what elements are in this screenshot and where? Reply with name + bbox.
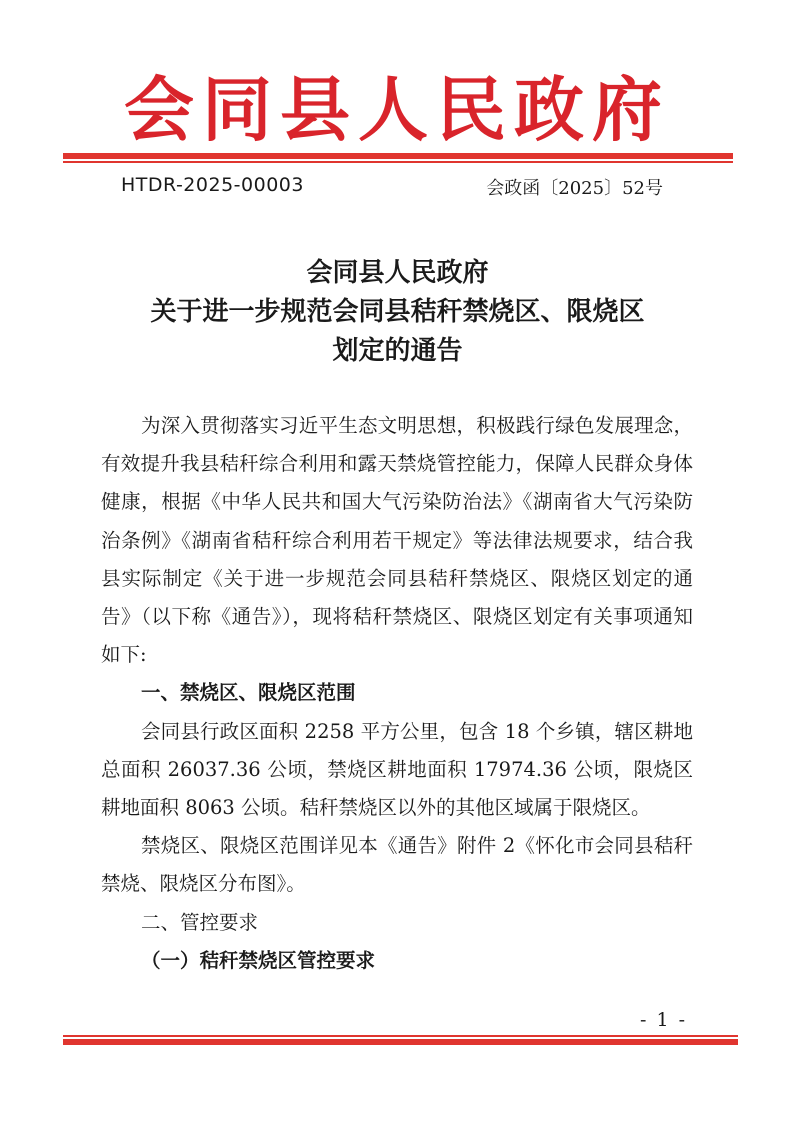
red-rule-thin: [63, 161, 733, 163]
masthead-red-rule: [63, 153, 733, 163]
section-1-paragraph-2: 禁烧区、限烧区范围详见本《通告》附件 2《怀化市会同县秸秆禁烧、限烧区分布图》。: [101, 834, 693, 896]
subsection-1-heading: （一）秸秆禁烧区管控要求: [141, 948, 376, 972]
red-rule-thick: [63, 153, 733, 159]
title-line-3: 划定的通告: [332, 336, 463, 366]
footer-rule-thick: [63, 1039, 738, 1045]
notice-body: [101, 407, 693, 980]
section-1-heading: 一、禁烧区、限烧区范围: [141, 681, 356, 705]
document-number: 会政函〔2025〕52号: [486, 178, 663, 199]
document-id: HTDR-2025-00003: [121, 174, 304, 196]
intro-paragraph: 为深入贯彻落实习近平生态文明思想，积极践行绿色发展理念，有效提升我县秸秆综合利用和露天禁烧管控能力，保障人民群众身体健康，根据《中华人民共和国大气污染防治法》《湖南省大气污染防治条例》《湖南省秸秆综合利用若干规定》等法律法规要求，结合我县实际制定《关于进一步规范会同县秸秆禁烧区、限烧区划定的通告》（以下称《通告》），现将秸秆禁烧区、限烧区划定有关事项通知如下:: [101, 414, 693, 667]
page-number: - 1 -: [640, 1009, 688, 1031]
section-1-paragraph-1: 会同县行政区面积 2258 平方公里，包含 18 个乡镇，辖区耕地总面积 26037.36 公顷，禁烧区耕地面积 17974.36 公顷，限烧区耕地面积 8063 公顷。秸秆禁烧区以外的其他区域属于限烧区。: [101, 719, 693, 820]
footer-rule-thin: [63, 1035, 738, 1037]
section-2-heading: 二、管控要求: [141, 910, 259, 934]
title-line-1: 会同县人民政府: [306, 258, 489, 288]
title-line-2: 关于进一步规范会同县秸秆禁烧区、限烧区: [150, 297, 645, 327]
footer-red-rule: [63, 1035, 738, 1045]
notice-title: [70, 254, 725, 371]
masthead-agency-name: 会同县人民政府: [124, 68, 670, 151]
